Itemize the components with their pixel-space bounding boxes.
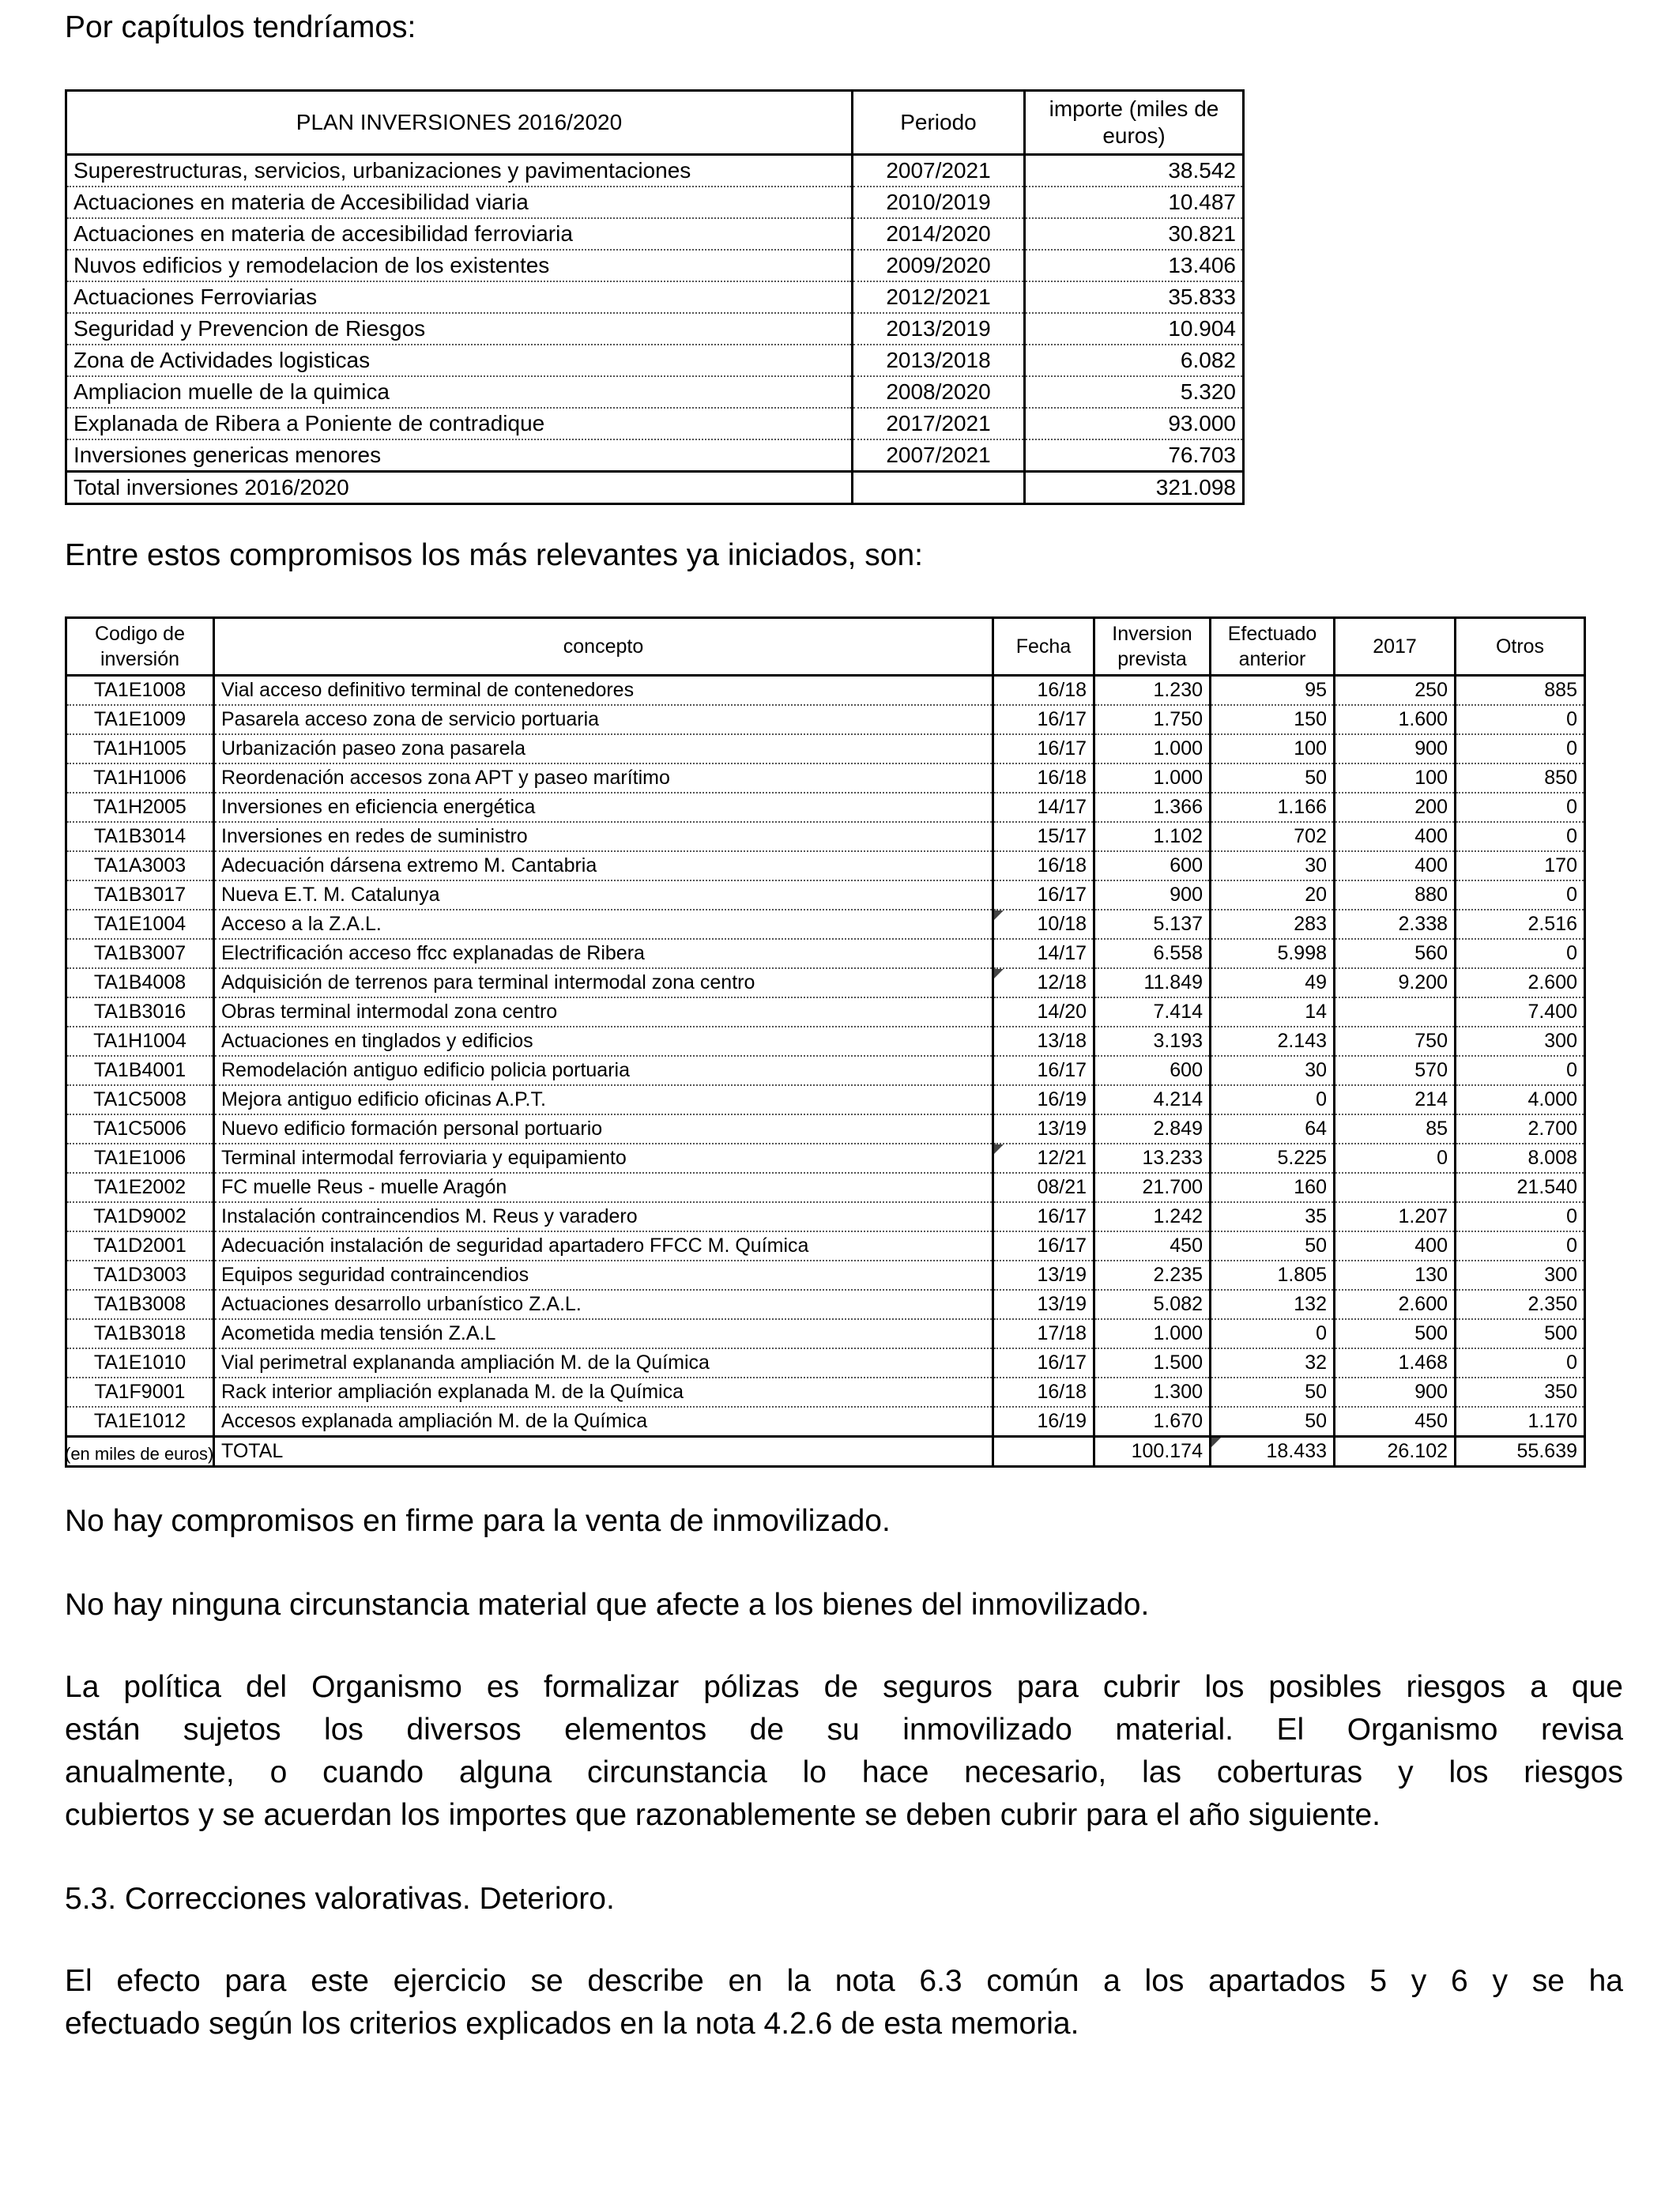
table-cell: Reordenación accesos zona APT y paseo marítimo xyxy=(214,763,993,793)
table-row xyxy=(66,939,1585,968)
text-line: El efecto para este ejercicio se describe en la nota 6.3 común a los apartados 5 y 6 y se ha xyxy=(65,1964,1623,1998)
table-cell: 50 xyxy=(1211,1407,1335,1437)
table-cell: 30 xyxy=(1211,851,1335,880)
table-row xyxy=(66,155,1244,187)
table-row xyxy=(66,1231,1585,1261)
table-cell: TA1C5006 xyxy=(66,1114,214,1144)
table-cell: 5.320 xyxy=(1025,376,1244,408)
table-cell: 13/19 xyxy=(993,1290,1094,1319)
section-heading: 5.3. Correcciones valorativas. Deterioro. xyxy=(65,1882,615,1916)
header-importe: importe (miles de euros) xyxy=(1025,91,1244,155)
table-cell: 21.540 xyxy=(1456,1173,1585,1202)
table-cell: TA1D3003 xyxy=(66,1261,214,1290)
table-cell: 95 xyxy=(1211,676,1335,706)
table-cell: 400 xyxy=(1335,1231,1456,1261)
table-cell: 1.300 xyxy=(1094,1378,1211,1407)
table-cell: 16/17 xyxy=(993,880,1094,910)
header-fecha: Fecha xyxy=(993,618,1094,676)
header-codigo: Codigo de inversión xyxy=(66,618,214,676)
table-cell: Adecuación dársena extremo M. Cantabria xyxy=(214,851,993,880)
table-cell: 0 xyxy=(1456,1202,1585,1231)
table-cell: 1.000 xyxy=(1094,1319,1211,1348)
table-cell: 5.225 xyxy=(1211,1144,1335,1173)
table-cell: Nuvos edificios y remodelacion de los existentes xyxy=(66,250,853,281)
table-cell: 0 xyxy=(1456,734,1585,763)
table-cell: 560 xyxy=(1335,939,1456,968)
table-cell: Acometida media tensión Z.A.L xyxy=(214,1319,993,1348)
table-cell: TA1B4001 xyxy=(66,1056,214,1085)
table-row xyxy=(66,250,1244,281)
table-cell: Vial acceso definitivo terminal de contenedores xyxy=(214,676,993,706)
total-cell: Total inversiones 2016/2020 xyxy=(66,472,853,504)
table-cell: 38.542 xyxy=(1025,155,1244,187)
table-cell: Actuaciones en tinglados y edificios xyxy=(214,1027,993,1056)
table-cell: 14/17 xyxy=(993,939,1094,968)
table-cell: 880 xyxy=(1335,880,1456,910)
table-cell: 1.366 xyxy=(1094,793,1211,822)
table-cell: 35.833 xyxy=(1025,281,1244,313)
table-cell: TA1B3017 xyxy=(66,880,214,910)
total-otros: 55.639 xyxy=(1456,1437,1585,1467)
table-cell: Zona de Actividades logisticas xyxy=(66,345,853,376)
table-cell: 64 xyxy=(1211,1114,1335,1144)
table-cell: 16/18 xyxy=(993,851,1094,880)
table-cell: 250 xyxy=(1335,676,1456,706)
table-cell: 0 xyxy=(1456,793,1585,822)
header-otros: Otros xyxy=(1456,618,1585,676)
table-cell: 2013/2019 xyxy=(853,313,1025,345)
table-cell: Actuaciones Ferroviarias xyxy=(66,281,853,313)
header-2017: 2017 xyxy=(1335,618,1456,676)
table-cell: TA1E1006 xyxy=(66,1144,214,1173)
table-cell: 17/18 xyxy=(993,1319,1094,1348)
table-row xyxy=(66,1261,1585,1290)
table-cell: 30.821 xyxy=(1025,218,1244,250)
table-cell: 1.102 xyxy=(1094,822,1211,851)
header-concepto: concepto xyxy=(214,618,993,676)
table-cell: 20 xyxy=(1211,880,1335,910)
table-row xyxy=(66,880,1585,910)
table-cell: 13.233 xyxy=(1094,1144,1211,1173)
table-cell: 12/18 xyxy=(993,968,1094,997)
table-cell: TA1B3014 xyxy=(66,822,214,851)
table-cell: 2.235 xyxy=(1094,1261,1211,1290)
table-cell: 0 xyxy=(1211,1085,1335,1114)
table-cell: 13.406 xyxy=(1025,250,1244,281)
table-cell: 16/17 xyxy=(993,734,1094,763)
table-cell: 100 xyxy=(1335,763,1456,793)
table-row xyxy=(66,763,1585,793)
table-cell: 32 xyxy=(1211,1348,1335,1378)
table-cell: 2.143 xyxy=(1211,1027,1335,1056)
table-cell: 16/18 xyxy=(993,763,1094,793)
table-row xyxy=(66,1144,1585,1173)
table-cell: 0 xyxy=(1456,939,1585,968)
table-cell: 200 xyxy=(1335,793,1456,822)
table-cell: 10/18 xyxy=(993,910,1094,939)
total-label: TOTAL xyxy=(214,1437,993,1467)
table-cell: 600 xyxy=(1094,1056,1211,1085)
table-cell: 400 xyxy=(1335,822,1456,851)
table-cell xyxy=(993,1437,1094,1467)
table-cell: 500 xyxy=(1335,1319,1456,1348)
table-cell: TA1H1004 xyxy=(66,1027,214,1056)
table-row xyxy=(66,281,1244,313)
table-cell: 7.414 xyxy=(1094,997,1211,1027)
table-cell: 2007/2021 xyxy=(853,439,1025,472)
table-row xyxy=(66,910,1585,939)
table-cell: 600 xyxy=(1094,851,1211,880)
table-cell: 21.700 xyxy=(1094,1173,1211,1202)
table-cell: 750 xyxy=(1335,1027,1456,1056)
header-inversion: Inversion prevista xyxy=(1094,618,1211,676)
table-cell: 0 xyxy=(1456,705,1585,734)
table-cell: Electrificación acceso ffcc explanadas de Ribera xyxy=(214,939,993,968)
table-cell: 50 xyxy=(1211,763,1335,793)
table-cell: 2.600 xyxy=(1335,1290,1456,1319)
table-row xyxy=(66,676,1585,706)
table-row xyxy=(66,1085,1585,1114)
table-cell: Actuaciones en materia de Accesibilidad viaria xyxy=(66,187,853,218)
table-cell: 283 xyxy=(1211,910,1335,939)
paragraph-efecto xyxy=(65,1960,1623,2045)
table-cell: Mejora antiguo edificio oficinas A.P.T. xyxy=(214,1085,993,1114)
table-cell: 1.600 xyxy=(1335,705,1456,734)
table-cell: 7.400 xyxy=(1456,997,1585,1027)
table-cell: 85 xyxy=(1335,1114,1456,1144)
table-cell: 702 xyxy=(1211,822,1335,851)
table-cell: 14/17 xyxy=(993,793,1094,822)
table-cell: 12/21 xyxy=(993,1144,1094,1173)
table-cell: 160 xyxy=(1211,1173,1335,1202)
table-cell: 100 xyxy=(1211,734,1335,763)
table-row xyxy=(66,1378,1585,1407)
table-cell: TA1E1012 xyxy=(66,1407,214,1437)
table-cell: 1.207 xyxy=(1335,1202,1456,1231)
table-cell: 0 xyxy=(1335,1144,1456,1173)
table-cell: 2.338 xyxy=(1335,910,1456,939)
table-cell: 1.230 xyxy=(1094,676,1211,706)
table-cell: 300 xyxy=(1456,1261,1585,1290)
table-cell: 10.487 xyxy=(1025,187,1244,218)
text-line: La política del Organismo es formalizar pólizas de seguros para cubrir los posibles riesgos a que xyxy=(65,1670,1623,1704)
total-inversion: 100.174 xyxy=(1094,1437,1211,1467)
table-cell: 900 xyxy=(1094,880,1211,910)
table-cell: 1.468 xyxy=(1335,1348,1456,1378)
table-row xyxy=(66,1173,1585,1202)
table-cell: 14/20 xyxy=(993,997,1094,1027)
table-cell: 2012/2021 xyxy=(853,281,1025,313)
table-row xyxy=(66,793,1585,822)
table-cell: 16/17 xyxy=(993,1202,1094,1231)
table-cell: 2.600 xyxy=(1456,968,1585,997)
table-cell: Adecuación instalación de seguridad apartadero FFCC M. Química xyxy=(214,1231,993,1261)
table-cell: Acceso a la Z.A.L. xyxy=(214,910,993,939)
table-cell: Actuaciones en materia de accesibilidad ferroviaria xyxy=(66,218,853,250)
table-cell: 8.008 xyxy=(1456,1144,1585,1173)
table-row xyxy=(66,187,1244,218)
table-cell: Inversiones en redes de suministro xyxy=(214,822,993,851)
table-cell: 16/18 xyxy=(993,1378,1094,1407)
table-cell: TA1A3003 xyxy=(66,851,214,880)
table-cell: 6.082 xyxy=(1025,345,1244,376)
table-cell: 2010/2019 xyxy=(853,187,1025,218)
table-cell: 1.000 xyxy=(1094,734,1211,763)
table-cell: TA1E1004 xyxy=(66,910,214,939)
table-cell: Adquisición de terrenos para terminal intermodal zona centro xyxy=(214,968,993,997)
table-cell: TA1H1005 xyxy=(66,734,214,763)
table-cell: 2008/2020 xyxy=(853,376,1025,408)
table-cell: Remodelación antiguo edificio policia portuaria xyxy=(214,1056,993,1085)
table-cell: Superestructuras, servicios, urbanizaciones y pavimentaciones xyxy=(66,155,853,187)
table-cell: 35 xyxy=(1211,1202,1335,1231)
table-row xyxy=(66,734,1585,763)
table-cell: TA1E1010 xyxy=(66,1348,214,1378)
text-line: anualmente, o cuando alguna circunstancia lo hace necesario, las coberturas y los riesgos xyxy=(65,1755,1623,1789)
total-cell: 321.098 xyxy=(1025,472,1244,504)
table-cell: 2014/2020 xyxy=(853,218,1025,250)
table-row xyxy=(66,408,1244,439)
table-cell: Instalación contraincendios M. Reus y varadero xyxy=(214,1202,993,1231)
table-row xyxy=(66,1114,1585,1144)
table-cell: Inversiones genericas menores xyxy=(66,439,853,472)
table-cell: 2.350 xyxy=(1456,1290,1585,1319)
header-plan: PLAN INVERSIONES 2016/2020 xyxy=(66,91,853,155)
text-line: cubiertos y se acuerdan los importes que razonablemente se deben cubrir para el año siguiente. xyxy=(65,1798,1381,1832)
table-cell: TA1B4008 xyxy=(66,968,214,997)
table-cell: 500 xyxy=(1456,1319,1585,1348)
table-cell: 50 xyxy=(1211,1378,1335,1407)
table-cell: Terminal intermodal ferroviaria y equipamiento xyxy=(214,1144,993,1173)
table-cell: Actuaciones desarrollo urbanístico Z.A.L. xyxy=(214,1290,993,1319)
table-row xyxy=(66,1056,1585,1085)
table-cell: 3.193 xyxy=(1094,1027,1211,1056)
table-cell: Nuevo edificio formación personal portuario xyxy=(214,1114,993,1144)
table-cell: 130 xyxy=(1335,1261,1456,1290)
table-cell: 150 xyxy=(1211,705,1335,734)
table-cell: TA1F9001 xyxy=(66,1378,214,1407)
table-cell: 2.700 xyxy=(1456,1114,1585,1144)
table-cell xyxy=(1335,997,1456,1027)
table-cell: Pasarela acceso zona de servicio portuaria xyxy=(214,705,993,734)
table-cell: 16/17 xyxy=(993,1231,1094,1261)
table-cell: 132 xyxy=(1211,1290,1335,1319)
table-cell: Ampliacion muelle de la quimica xyxy=(66,376,853,408)
total-row xyxy=(66,472,1244,504)
table-cell: TA1E1009 xyxy=(66,705,214,734)
table-cell: TA1E2002 xyxy=(66,1173,214,1202)
table-cell: TA1D9002 xyxy=(66,1202,214,1231)
paragraph-politica xyxy=(65,1666,1623,1837)
compromisos-table xyxy=(65,616,1586,1468)
table-cell: TA1H2005 xyxy=(66,793,214,822)
table-cell: 4.000 xyxy=(1456,1085,1585,1114)
table-cell: FC muelle Reus - muelle Aragón xyxy=(214,1173,993,1202)
table-cell: 6.558 xyxy=(1094,939,1211,968)
table-cell: 1.500 xyxy=(1094,1348,1211,1378)
table-cell: 16/17 xyxy=(993,705,1094,734)
table-cell: 93.000 xyxy=(1025,408,1244,439)
paragraph-venta: No hay compromisos en firme para la venta de inmovilizado. xyxy=(65,1504,891,1538)
plan-inversiones-table xyxy=(65,89,1245,505)
table-cell: 16/19 xyxy=(993,1085,1094,1114)
table-cell: 0 xyxy=(1456,1348,1585,1378)
table-cell: 0 xyxy=(1456,1056,1585,1085)
table-row xyxy=(66,313,1244,345)
table-row xyxy=(66,1407,1585,1437)
table-cell: 16/19 xyxy=(993,1407,1094,1437)
table-cell: 450 xyxy=(1094,1231,1211,1261)
table-row xyxy=(66,439,1244,472)
table-cell: 9.200 xyxy=(1335,968,1456,997)
table-cell: TA1H1006 xyxy=(66,763,214,793)
table-row xyxy=(66,345,1244,376)
table-cell: 2009/2020 xyxy=(853,250,1025,281)
table-row xyxy=(66,851,1585,880)
total-2017: 26.102 xyxy=(1335,1437,1456,1467)
table-cell: 16/17 xyxy=(993,1348,1094,1378)
table-header-row xyxy=(66,618,1585,676)
table-cell: 0 xyxy=(1456,1231,1585,1261)
table-cell: 5.137 xyxy=(1094,910,1211,939)
table-cell: 2.849 xyxy=(1094,1114,1211,1144)
text-line: están sujetos los diversos elementos de su inmovilizado material. El Organismo revisa xyxy=(65,1713,1623,1747)
table-cell: 900 xyxy=(1335,734,1456,763)
table-cell: 1.805 xyxy=(1211,1261,1335,1290)
table-row xyxy=(66,1319,1585,1348)
table-row xyxy=(66,1027,1585,1056)
table-cell: TA1B3016 xyxy=(66,997,214,1027)
table-cell: 1.750 xyxy=(1094,705,1211,734)
table-cell: Equipos seguridad contraincendios xyxy=(214,1261,993,1290)
table-cell: TA1E1008 xyxy=(66,676,214,706)
table-cell: 170 xyxy=(1456,851,1585,880)
table-cell: 450 xyxy=(1335,1407,1456,1437)
table-row xyxy=(66,822,1585,851)
table-cell: TA1D2001 xyxy=(66,1231,214,1261)
table-row xyxy=(66,1348,1585,1378)
table-cell: 16/17 xyxy=(993,1056,1094,1085)
table-cell: 13/18 xyxy=(993,1027,1094,1056)
table-cell: 1.670 xyxy=(1094,1407,1211,1437)
table-cell: 2013/2018 xyxy=(853,345,1025,376)
table-cell: TA1B3007 xyxy=(66,939,214,968)
table-cell: 0 xyxy=(1211,1319,1335,1348)
table-cell: Accesos explanada ampliación M. de la Química xyxy=(214,1407,993,1437)
table-cell: 0 xyxy=(1456,822,1585,851)
intro-text: Por capítulos tendríamos: xyxy=(65,10,416,44)
table-cell: 11.849 xyxy=(1094,968,1211,997)
table-cell: 300 xyxy=(1456,1027,1585,1056)
table-cell: 16/18 xyxy=(993,676,1094,706)
table-cell: 885 xyxy=(1456,676,1585,706)
table-cell: 570 xyxy=(1335,1056,1456,1085)
table-cell: 1.000 xyxy=(1094,763,1211,793)
table-cell: 13/19 xyxy=(993,1114,1094,1144)
table-cell: 15/17 xyxy=(993,822,1094,851)
total-efectuado: 18.433 xyxy=(1211,1437,1335,1467)
table-cell: 2017/2021 xyxy=(853,408,1025,439)
table-cell: 900 xyxy=(1335,1378,1456,1407)
table-row xyxy=(66,1290,1585,1319)
table-cell: 5.082 xyxy=(1094,1290,1211,1319)
table-row xyxy=(66,1202,1585,1231)
table-cell: 1.170 xyxy=(1456,1407,1585,1437)
table-cell: 1.166 xyxy=(1211,793,1335,822)
table-cell: Inversiones en eficiencia energética xyxy=(214,793,993,822)
table-cell: Explanada de Ribera a Poniente de contradique xyxy=(66,408,853,439)
table-cell: 0 xyxy=(1456,880,1585,910)
table-cell: 4.214 xyxy=(1094,1085,1211,1114)
table-row xyxy=(66,705,1585,734)
table-cell: TA1C5008 xyxy=(66,1085,214,1114)
table-cell: Seguridad y Prevencion de Riesgos xyxy=(66,313,853,345)
paragraph-circunstancia: No hay ninguna circunstancia material que afecte a los bienes del inmovilizado. xyxy=(65,1588,1150,1622)
table-row xyxy=(66,376,1244,408)
table-cell: 30 xyxy=(1211,1056,1335,1085)
table-cell: 5.998 xyxy=(1211,939,1335,968)
table-cell: 2.516 xyxy=(1456,910,1585,939)
table-cell: Nueva E.T. M. Catalunya xyxy=(214,880,993,910)
header-periodo: Periodo xyxy=(853,91,1025,155)
table-cell: Vial perimetral explananda ampliación M. de la Química xyxy=(214,1348,993,1378)
table-cell: 214 xyxy=(1335,1085,1456,1114)
table-cell: 10.904 xyxy=(1025,313,1244,345)
table-row xyxy=(66,218,1244,250)
table-row xyxy=(66,997,1585,1027)
text-line: efectuado según los criterios explicados en la nota 4.2.6 de esta memoria. xyxy=(65,2007,1079,2041)
table-cell: 2007/2021 xyxy=(853,155,1025,187)
table-cell: 49 xyxy=(1211,968,1335,997)
table-cell: 50 xyxy=(1211,1231,1335,1261)
table-header-row xyxy=(66,91,1244,155)
table-cell: 400 xyxy=(1335,851,1456,880)
table-cell: 14 xyxy=(1211,997,1335,1027)
table-cell: 08/21 xyxy=(993,1173,1094,1202)
table-cell xyxy=(1335,1173,1456,1202)
table-cell: 13/19 xyxy=(993,1261,1094,1290)
table-cell: Rack interior ampliación explanada M. de la Química xyxy=(214,1378,993,1407)
table-row xyxy=(66,968,1585,997)
header-efectuado: Efectuado anterior xyxy=(1211,618,1335,676)
table-cell: 76.703 xyxy=(1025,439,1244,472)
total-row xyxy=(66,1437,1585,1467)
units-note: (en miles de euros) xyxy=(65,1444,214,1464)
table-cell: Obras terminal intermodal zona centro xyxy=(214,997,993,1027)
table-cell: 350 xyxy=(1456,1378,1585,1407)
total-cell xyxy=(853,472,1025,504)
table-cell: TA1B3018 xyxy=(66,1319,214,1348)
table-cell: 1.242 xyxy=(1094,1202,1211,1231)
table-cell: TA1B3008 xyxy=(66,1290,214,1319)
table-cell: Urbanización paseo zona pasarela xyxy=(214,734,993,763)
table-cell: 850 xyxy=(1456,763,1585,793)
relevantes-intro: Entre estos compromisos los más relevantes ya iniciados, son: xyxy=(65,538,923,572)
